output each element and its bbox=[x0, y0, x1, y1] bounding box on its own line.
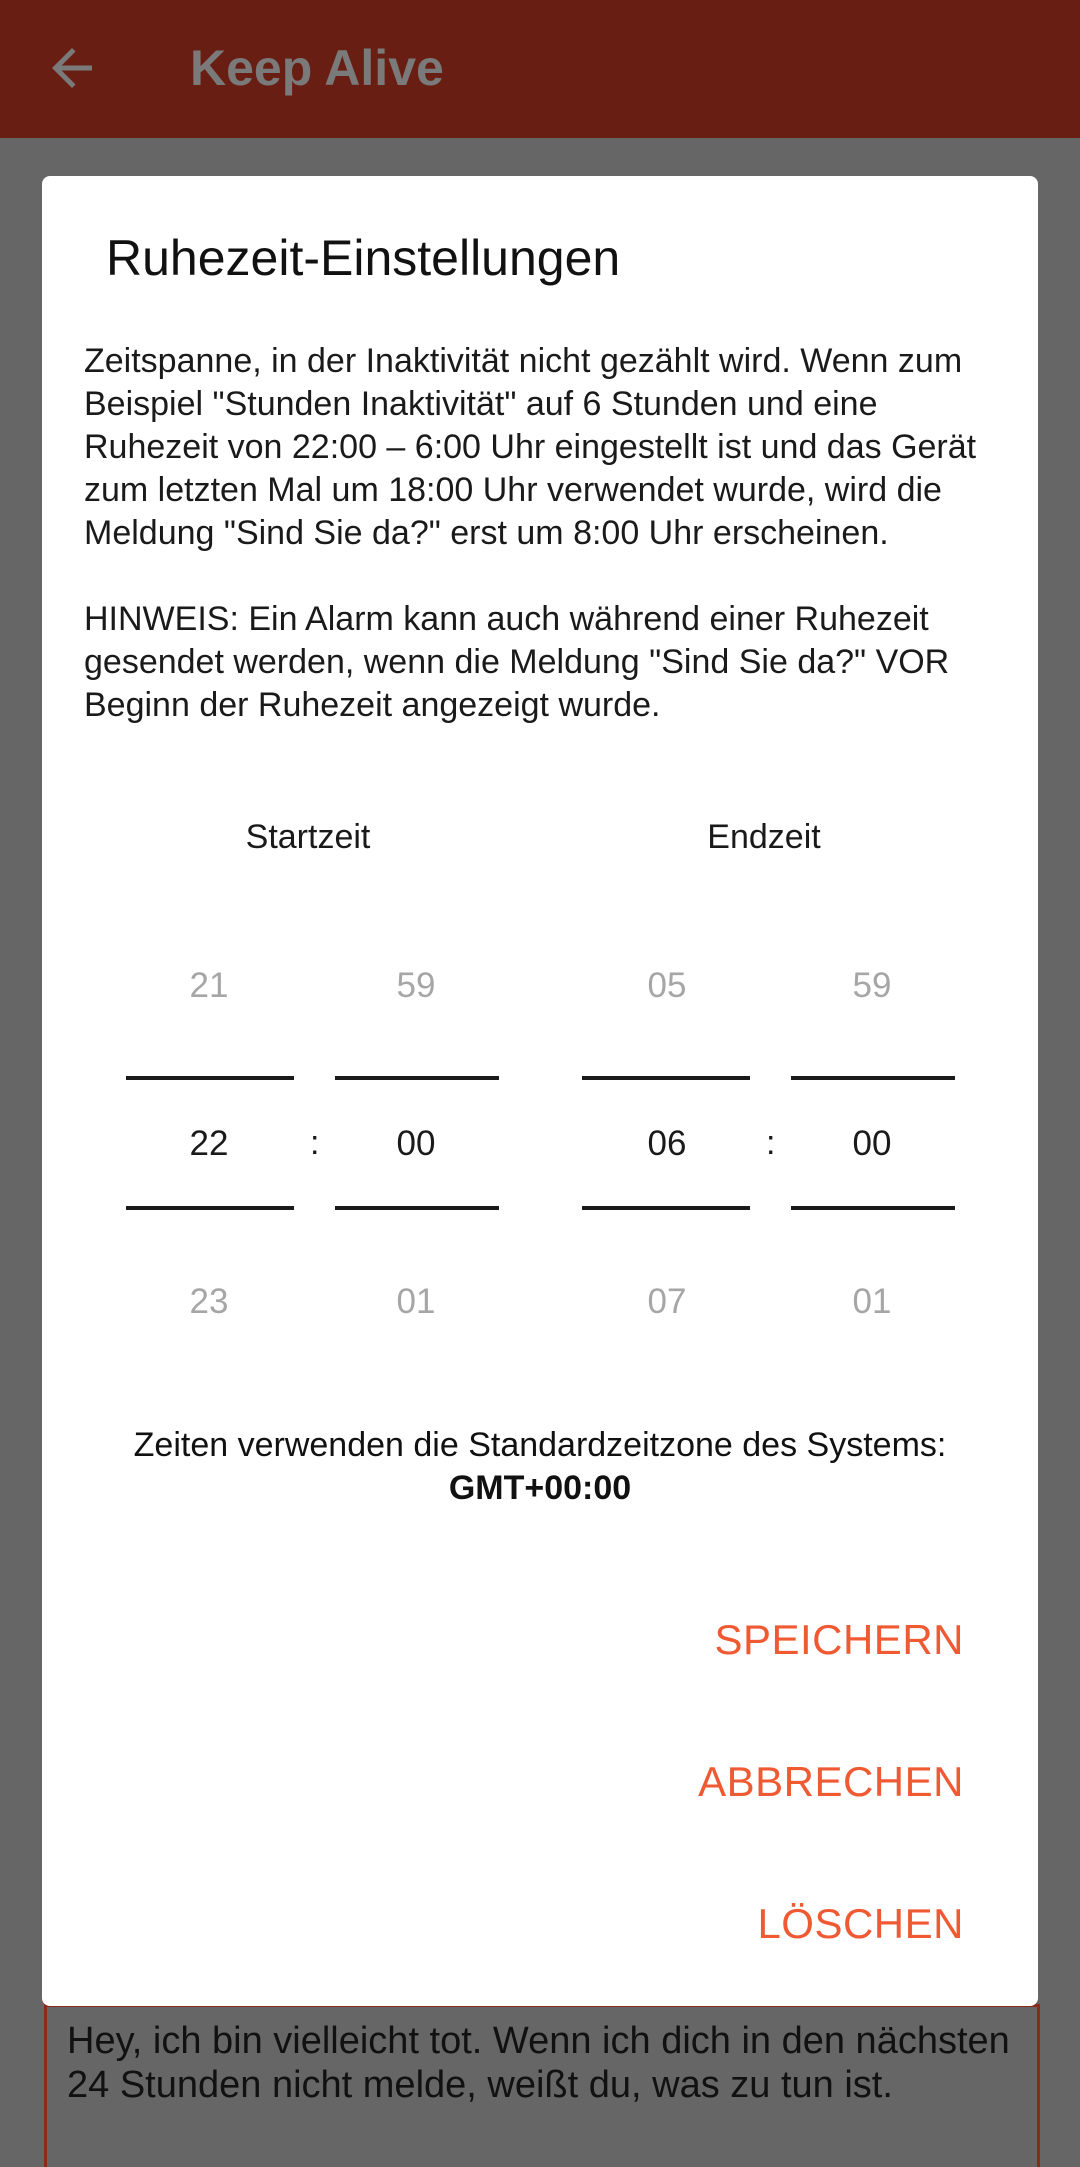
start-time-label: Startzeit bbox=[245, 818, 371, 856]
end-time-separator: : bbox=[766, 1124, 776, 1162]
start-minute-selected[interactable]: 00 bbox=[396, 1124, 436, 1163]
picker-divider bbox=[126, 1076, 294, 1080]
end-minute-prev[interactable]: 59 bbox=[852, 966, 892, 1005]
timezone-value: GMT+00:00 bbox=[448, 1469, 632, 1507]
end-hour-next[interactable]: 07 bbox=[647, 1282, 687, 1321]
picker-divider bbox=[582, 1076, 750, 1080]
dialog-title: Ruhezeit-Einstellungen bbox=[106, 230, 621, 286]
start-time-separator: : bbox=[310, 1124, 320, 1162]
timezone-text: Zeiten verwenden die Standardzeitzone des Systems: bbox=[133, 1426, 947, 1464]
app-title: Keep Alive bbox=[190, 40, 444, 96]
save-button[interactable]: SPEICHERN bbox=[714, 1616, 964, 1663]
end-hour-prev[interactable]: 05 bbox=[647, 966, 687, 1005]
message-box bbox=[44, 2004, 1040, 2167]
app-bar bbox=[0, 0, 1080, 138]
dialog-description: Zeitspanne, in der Inaktivität nicht gezählt wird. Wenn zum Beispiel "Stunden Inaktivität" auf 6 Stunden und eine Ruhezeit von 22:00 – 6:00 Uhr eingestellt ist und das Gerät zum letzten Mal um 18:00 Uhr verwendet wurde, wird die Meldung "Sind Sie da?" erst um 8:00 Uhr erscheinen. HINWEIS: Ein Alarm kann auch während einer Ruhezeit gesendet werden, wenn die Meldung "Sind Sie da?" VOR Beginn der Ruhezeit angezeigt wurde. bbox=[84, 342, 977, 724]
picker-divider bbox=[791, 1076, 955, 1080]
start-minute-prev[interactable]: 59 bbox=[396, 966, 436, 1005]
picker-divider bbox=[582, 1206, 750, 1210]
picker-divider bbox=[791, 1206, 955, 1210]
start-hour-prev[interactable]: 21 bbox=[189, 966, 229, 1005]
timezone-info bbox=[42, 1424, 1038, 1510]
message-text: Hey, ich bin vielleicht tot. Wenn ich dich in den nächsten 24 Stunden nicht melde, weißt du, was zu tun ist. bbox=[67, 2020, 1010, 2106]
cancel-button[interactable]: ABBRECHEN bbox=[698, 1758, 964, 1805]
delete-button[interactable]: LÖSCHEN bbox=[757, 1900, 964, 1947]
quiet-time-dialog bbox=[42, 176, 1038, 2006]
picker-divider bbox=[126, 1206, 294, 1210]
end-minute-selected[interactable]: 00 bbox=[852, 1124, 892, 1163]
end-time-label: Endzeit bbox=[707, 818, 821, 856]
start-hour-next[interactable]: 23 bbox=[189, 1282, 229, 1321]
arrow-back-icon[interactable] bbox=[42, 38, 102, 98]
picker-divider bbox=[335, 1206, 499, 1210]
start-hour-selected[interactable]: 22 bbox=[189, 1124, 229, 1163]
end-hour-selected[interactable]: 06 bbox=[647, 1124, 687, 1163]
start-minute-next[interactable]: 01 bbox=[396, 1282, 436, 1321]
picker-divider bbox=[335, 1076, 499, 1080]
end-minute-next[interactable]: 01 bbox=[852, 1282, 892, 1321]
